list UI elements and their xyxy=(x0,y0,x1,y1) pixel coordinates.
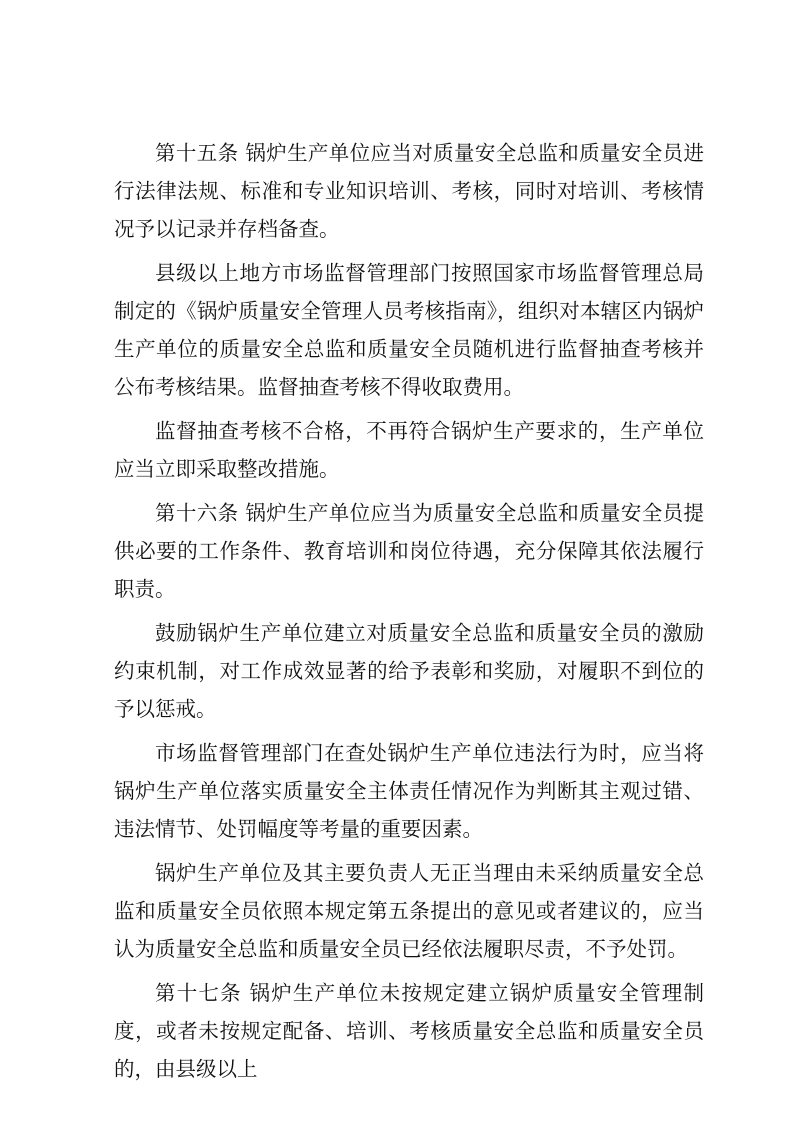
document-body xyxy=(114,134,704,1094)
paragraph-article-17: 第十七条 锅炉生产单位未按规定建立锅炉质量安全管理制度，或者未按规定配备、培训、考核质量安全总监和质量安全员的，由县级以上 xyxy=(114,981,704,1081)
paragraph-incentive-mechanism: 鼓励锅炉生产单位建立对质量安全总监和质量安全员的激励约束机制，对工作成效显著的给予表彰和奖励，对履职不到位的予以惩戒。 xyxy=(114,621,704,721)
paragraph-county-inspection: 县级以上地方市场监督管理部门按照国家市场监督管理总局制定的《锅炉质量安全管理人员考核指南》，组织对本辖区内锅炉生产单位的质量安全总监和质量安全员随机进行监督抽查考核并公布考核结果。监督抽查考核不得收取费用。 xyxy=(114,261,704,399)
paragraph-no-penalty: 锅炉生产单位及其主要负责人无正当理由未采纳质量安全总监和质量安全员依照本规定第五条提出的意见或者建议的，应当认为质量安全总监和质量安全员已经依法履职尽责，不予处罚。 xyxy=(114,861,704,961)
paragraph-rectification: 监督抽查考核不合格，不再符合锅炉生产要求的，生产单位应当立即采取整改措施。 xyxy=(114,419,704,481)
paragraph-enforcement-factors: 市场监督管理部门在查处锅炉生产单位违法行为时，应当将锅炉生产单位落实质量安全主体责任情况作为判断其主观过错、违法情节、处罚幅度等考量的重要因素。 xyxy=(114,741,704,841)
paragraph-article-15: 第十五条 锅炉生产单位应当对质量安全总监和质量安全员进行法律法规、标准和专业知识培训、考核，同时对培训、考核情况予以记录并存档备查。 xyxy=(114,141,704,241)
paragraph-article-16: 第十六条 锅炉生产单位应当为质量安全总监和质量安全员提供必要的工作条件、教育培训和岗位待遇，充分保障其依法履行职责。 xyxy=(114,501,704,601)
